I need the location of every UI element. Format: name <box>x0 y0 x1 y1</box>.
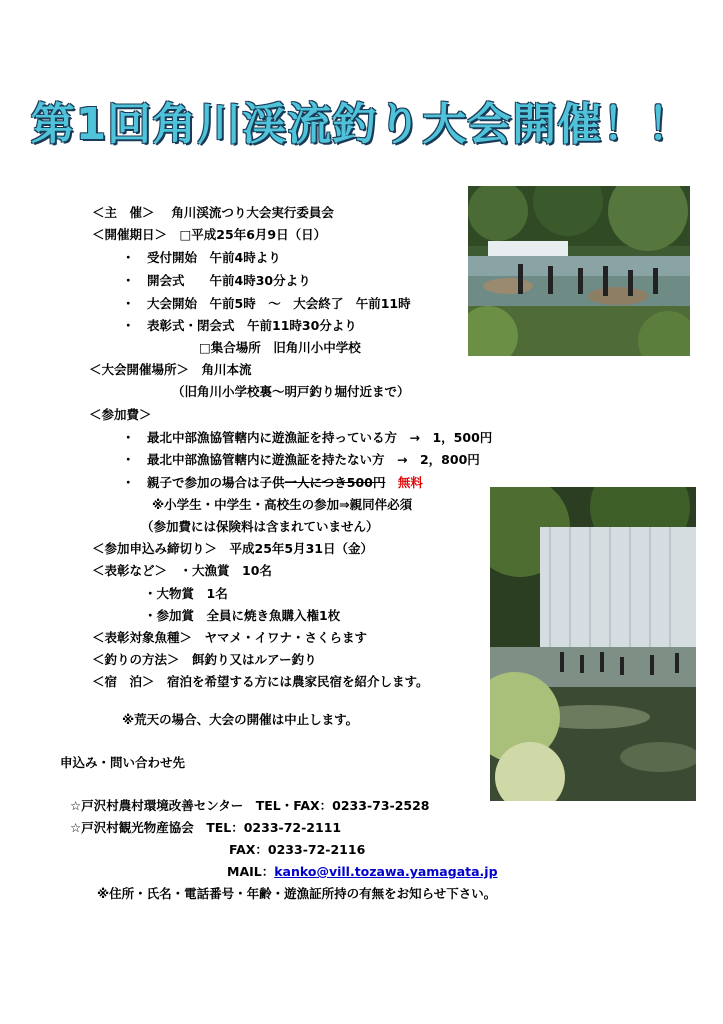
prize-participation-line: ・参加賞 全員に焼き魚購入権1枚 <box>144 608 341 623</box>
organizer-line: ＜主 催＞ 角川渓流つり大会実行委員会 <box>92 205 334 220</box>
lodging-line: ＜宿 泊＞ 宿泊を希望する方には農家民宿を紹介します。 <box>92 674 429 689</box>
fee-note-insurance: （参加費には保険料は含まれていません） <box>141 519 379 534</box>
opening-line: ・ 開会式 午前4時30分より <box>122 273 311 288</box>
awards-line: ・ 表彰式・閉会式 午前11時30分より <box>122 318 357 333</box>
fee-note-parent: ※小学生・中学生・高校生の参加⇒親同伴必須 <box>152 497 413 512</box>
fee-child-struck: 一人につき500円 <box>284 475 386 490</box>
mail-label: MAIL： <box>227 864 275 879</box>
mail-link[interactable]: kanko@vill.tozawa.yamagata.jp <box>274 864 498 879</box>
venue-line: ＜大会開催場所＞ 角川本流 <box>89 362 252 377</box>
contact-tourism-line: ☆戸沢村観光物産協会 TEL：0233-72-2111 <box>70 820 342 835</box>
fee-child-free: 無料 <box>397 475 423 490</box>
venue-detail-line: （旧角川小学校裏～明戸釣り堀付近まで） <box>172 384 410 399</box>
fish-line: ＜表彰対象魚種＞ ヤマメ・イワナ・さくらます <box>92 630 368 645</box>
river-photo <box>468 186 690 356</box>
contact-heading: 申込み・問い合わせ先 <box>60 755 186 770</box>
contact-center-line: ☆戸沢村農村環境改善センター TEL・FAX：0233-73-2528 <box>70 798 430 813</box>
fax-line: FAX：0233-72-2116 <box>229 842 366 857</box>
reception-line: ・ 受付開始 午前4時より <box>122 250 281 265</box>
fee-label: ＜参加費＞ <box>89 407 152 422</box>
fee-without-license-line: ・ 最北中部漁協管轄内に遊漁証を持たない方 → 2，800円 <box>122 452 480 467</box>
prize-bigfish-line: ・大物賞 1名 <box>144 586 228 601</box>
date-line: ＜開催期日＞ □平成25年6月9日（日） <box>92 227 327 242</box>
method-line: ＜釣りの方法＞ 餌釣り又はルアー釣り <box>92 652 317 667</box>
fee-child-prefix: ・ 親子で参加の場合は子供 <box>122 475 285 490</box>
dam-photo <box>490 487 696 801</box>
weather-note: ※荒天の場合、大会の開催は中止します。 <box>122 712 359 727</box>
fee-with-license-line: ・ 最北中部漁協管轄内に遊漁証を持っている方 → 1，500円 <box>122 430 493 445</box>
prize-big-line: ＜表彰など＞ ・大漁賞 10名 <box>92 563 272 578</box>
meeting-place-line: □集合場所 旧角川小中学校 <box>199 340 361 355</box>
page-title: 第1回角川渓流釣り大会開催！！ <box>30 99 693 150</box>
notify-note: ※住所・氏名・電話番号・年齢・遊漁証所持の有無をお知らせ下さい。 <box>97 886 497 901</box>
deadline-line: ＜参加申込み締切り＞ 平成25年5月31日（金） <box>92 541 373 556</box>
start-end-line: ・ 大会開始 午前5時 ～ 大会終了 午前11時 <box>122 296 411 311</box>
mail-line <box>227 864 498 880</box>
fee-child-line <box>122 475 423 491</box>
